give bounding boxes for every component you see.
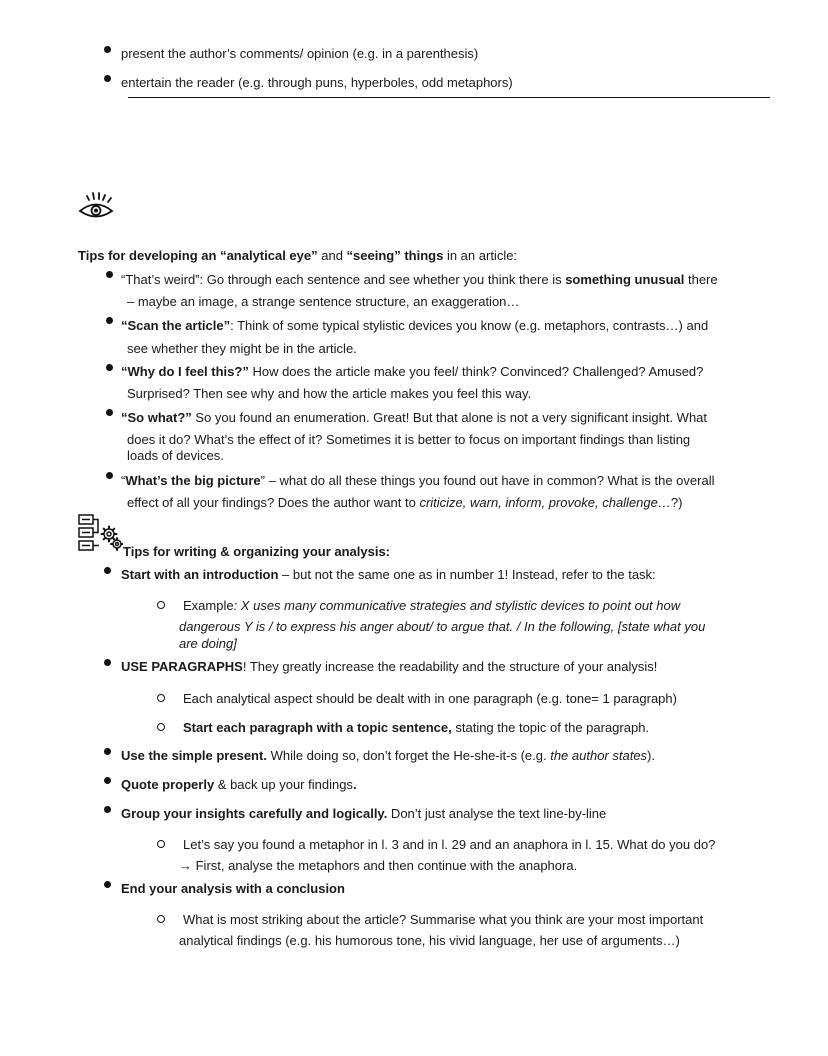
present-tip: Use the simple present. While doing so, don’t forget the He-she-it-s (e.g. the author states). [121,748,655,763]
tip-scan-line-2: see whether they might be in the article. [127,341,357,356]
top-bullet-2: entertain the reader (e.g. through puns, hyperboles, odd metaphors) [121,75,513,90]
eye-icon [78,192,116,222]
bullet [104,75,111,82]
bullet [104,46,111,53]
tip-bigpicture-line-1: “What’s the big picture” – what do all these things you found out have in common? What is the overall [121,473,715,488]
example-line-2: dangerous Y is / to express his anger about/ to argue that. / In the following, [state what you [179,619,706,634]
group-sub-line-2: → First, analyse the metaphors and then continue with the anaphora. [179,858,578,873]
tip-weird-line-2: – maybe an image, a strange sentence structure, an exaggeration… [127,294,520,309]
bullet [106,409,113,416]
bullet [104,806,111,813]
group-tip: Group your insights carefully and logically. Don’t just analyse the text line-by-line [121,806,607,821]
bullet [106,271,113,278]
paragraphs-sub-1: Each analytical aspect should be dealt with in one paragraph (e.g. tone= 1 paragraph) [183,691,677,706]
tip-sowhat-line-3: loads of devices. [127,448,224,463]
bullet [104,777,111,784]
sub-bullet [157,723,165,731]
tip-sowhat-line-1: “So what?” So you found an enumeration. Great! But that alone is not a very significant insight. What [121,410,708,425]
flowchart-gears-icon [77,513,123,555]
tip-feel-line-2: Surprised? Then see why and how the article makes you feel this way. [127,386,532,401]
conclusion-tip: End your analysis with a conclusion [121,881,345,896]
divider-line [128,97,770,98]
bullet [106,364,113,371]
paragraphs-tip: USE PARAGRAPHS! They greatly increase the readability and the structure of your analysis! [121,659,658,674]
sub-bullet [157,840,165,848]
bullet [104,659,111,666]
sub-bullet [157,915,165,923]
tip-weird-line-1: “That’s weird”: Go through each sentence and see whether you think there is something unusual there [121,272,718,287]
intro-tip: Start with an introduction – but not the same one as in number 1! Instead, refer to the task: [121,567,656,582]
writing-heading: Tips for writing & organizing your analysis: [123,544,391,559]
bullet [104,567,111,574]
analytical-heading: Tips for developing an “analytical eye” and “seeing” things in an article: [78,248,518,263]
sub-bullet [157,601,165,609]
example-line-1: Example: X uses many communicative strategies and stylistic devices to point out how [183,598,681,613]
group-sub-line-1: Let’s say you found a metaphor in l. 3 and in l. 29 and an anaphora in l. 15. What do you do? [183,837,716,852]
sub-bullet [157,694,165,702]
conclusion-sub-line-2: analytical findings (e.g. his humorous tone, his vivid language, her use of arguments…) [179,933,680,948]
tip-bigpicture-line-2: effect of all your findings? Does the author want to criticize, warn, inform, provoke, challenge…?) [127,495,683,510]
tip-feel-line-1: “Why do I feel this?” How does the article make you feel/ think? Convinced? Challenged? Amused? [121,364,704,379]
bullet [106,472,113,479]
bullet [104,748,111,755]
example-line-3: are doing] [179,636,237,651]
bullet [106,317,113,324]
paragraphs-sub-2: Start each paragraph with a topic sentence, stating the topic of the paragraph. [183,720,650,735]
conclusion-sub-line-1: What is most striking about the article? Summarise what you think are your most important [183,912,704,927]
tip-sowhat-line-2: does it do? What’s the effect of it? Sometimes it is better to focus on important findings than listing [127,432,691,447]
bullet [104,881,111,888]
quote-tip: Quote properly & back up your findings. [121,777,357,792]
tip-scan-line-1: “Scan the article”: Think of some typical stylistic devices you know (e.g. metaphors, contrasts…) and [121,318,709,333]
top-bullet-1: present the author’s comments/ opinion (e.g. in a parenthesis) [121,46,479,61]
